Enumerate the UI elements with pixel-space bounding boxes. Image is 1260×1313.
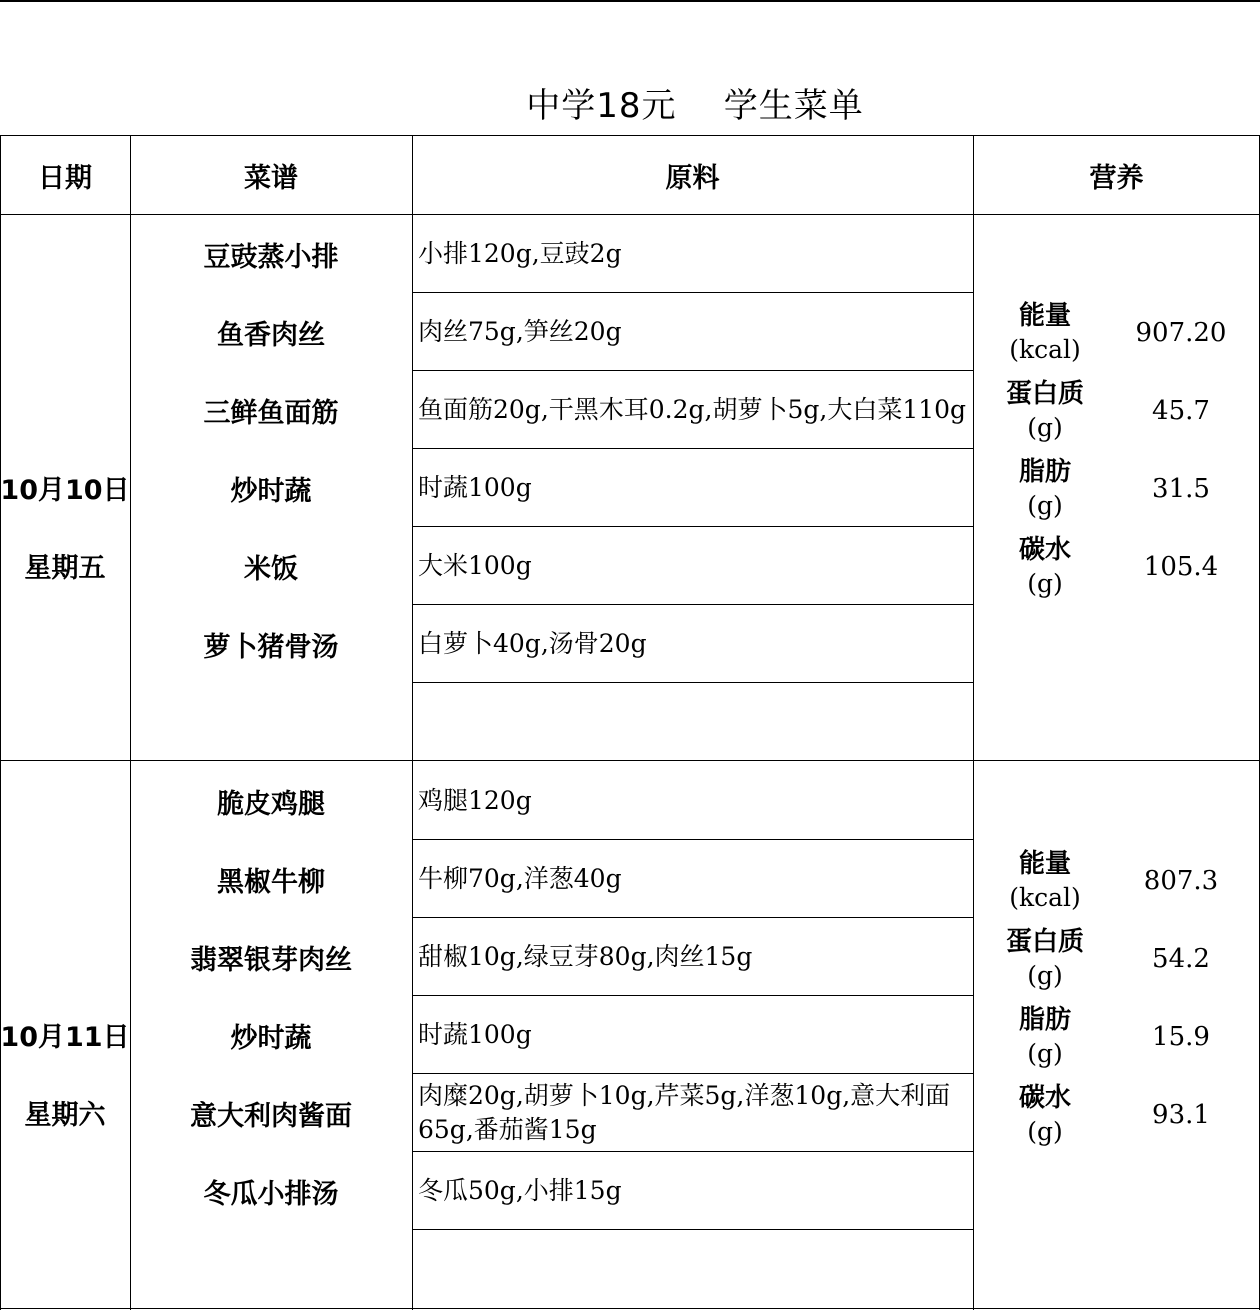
nutrient-protein bbox=[990, 923, 1100, 995]
dish-name: 翡翠银芽肉丝 bbox=[190, 944, 352, 976]
nutrient-label: 脂肪 bbox=[1018, 1005, 1071, 1035]
nutrient-unit: (kcal) bbox=[1009, 335, 1081, 364]
nutrient-label: 脂肪 bbox=[1018, 457, 1071, 487]
day-weekday: 星期五 bbox=[24, 552, 106, 584]
nutrient-label: 碳水 bbox=[1018, 535, 1071, 565]
dish-ingredients: 甜椒10g,绿豆芽80g,肉丝15g bbox=[418, 942, 753, 971]
dish-name: 鱼香肉丝 bbox=[217, 319, 325, 351]
nutrient-unit: (g) bbox=[1027, 491, 1063, 520]
header-menu: 菜谱 bbox=[244, 162, 298, 194]
header-ingredients: 原料 bbox=[665, 162, 720, 194]
nutrient-label: 蛋白质 bbox=[1005, 379, 1084, 409]
dish-ingredients: 冬瓜50g,小排15g bbox=[418, 1176, 622, 1205]
nutrient-unit: (g) bbox=[1027, 1039, 1063, 1068]
nutrient-unit: (g) bbox=[1027, 569, 1063, 598]
nutrient-carbs bbox=[990, 1079, 1100, 1151]
nutrient-fat bbox=[990, 453, 1100, 525]
nutrient-value: 907.20 bbox=[1135, 318, 1227, 348]
dish-name: 萝卜猪骨汤 bbox=[203, 631, 339, 663]
nutrient-carbs bbox=[990, 531, 1100, 603]
top-border bbox=[0, 0, 1260, 2]
column-divider bbox=[973, 135, 974, 1310]
dish-ingredients: 鸡腿120g bbox=[418, 786, 532, 815]
dish-ingredients: 时蔬100g bbox=[418, 473, 532, 502]
dish-name: 三鲜鱼面筋 bbox=[203, 397, 339, 429]
nutrient-unit: (g) bbox=[1027, 961, 1063, 990]
menu-table bbox=[0, 135, 1260, 1310]
dish-ingredients: 肉糜20g,胡萝卜10g,芹菜5g,洋葱10g,意大利面65g,番茄酱15g bbox=[418, 1081, 951, 1144]
dish-name: 意大利肉酱面 bbox=[190, 1100, 352, 1132]
nutrient-label: 碳水 bbox=[1018, 1083, 1071, 1113]
dish-ingredients: 大米100g bbox=[418, 551, 532, 580]
dish-name: 米饭 bbox=[244, 553, 298, 585]
nutrient-unit: (g) bbox=[1027, 413, 1063, 442]
nutrient-unit: (g) bbox=[1027, 1117, 1063, 1146]
table-border-bottom bbox=[0, 1308, 1260, 1309]
nutrient-value: 807.3 bbox=[1143, 866, 1219, 896]
dish-ingredients: 肉丝75g,笋丝20g bbox=[418, 317, 622, 346]
nutrient-label: 蛋白质 bbox=[1005, 927, 1084, 957]
dish-ingredients: 牛柳70g,洋葱40g bbox=[418, 864, 622, 893]
day-date: 10月11日 bbox=[0, 1021, 130, 1053]
dish-name: 黑椒牛柳 bbox=[217, 866, 325, 898]
dish-ingredients: 小排120g,豆豉2g bbox=[418, 239, 622, 268]
nutrient-unit: (kcal) bbox=[1009, 883, 1081, 912]
day-date: 10月10日 bbox=[0, 474, 130, 506]
dish-ingredients: 鱼面筋20g,干黑木耳0.2g,胡萝卜5g,大白菜110g bbox=[418, 395, 967, 424]
page-title: 中学18元 学生菜单 bbox=[526, 86, 864, 126]
nutrient-label: 能量 bbox=[1018, 849, 1071, 879]
dish-name: 脆皮鸡腿 bbox=[217, 788, 325, 820]
nutrient-energy bbox=[990, 297, 1100, 369]
nutrient-value: 45.7 bbox=[1152, 396, 1210, 426]
nutrient-value: 93.1 bbox=[1152, 1100, 1210, 1130]
dish-name: 豆豉蒸小排 bbox=[203, 241, 339, 273]
dish-ingredients: 时蔬100g bbox=[418, 1020, 532, 1049]
dish-name: 炒时蔬 bbox=[230, 475, 312, 507]
dish-ingredients: 白萝卜40g,汤骨20g bbox=[418, 629, 647, 658]
dish-name: 炒时蔬 bbox=[230, 1022, 312, 1054]
nutrient-protein bbox=[990, 375, 1100, 447]
nutrient-value: 54.2 bbox=[1152, 944, 1210, 974]
header-date: 日期 bbox=[38, 162, 92, 194]
nutrient-fat bbox=[990, 1001, 1100, 1073]
nutrient-label: 能量 bbox=[1018, 301, 1071, 331]
nutrient-energy bbox=[990, 845, 1100, 917]
nutrient-value: 105.4 bbox=[1143, 552, 1219, 582]
header-nutrition: 营养 bbox=[1089, 162, 1144, 194]
dish-name: 冬瓜小排汤 bbox=[203, 1178, 339, 1210]
column-divider bbox=[412, 135, 413, 1310]
nutrient-value: 15.9 bbox=[1152, 1022, 1210, 1052]
day-weekday: 星期六 bbox=[24, 1099, 106, 1131]
day-divider bbox=[0, 760, 1260, 761]
nutrient-value: 31.5 bbox=[1152, 474, 1210, 504]
